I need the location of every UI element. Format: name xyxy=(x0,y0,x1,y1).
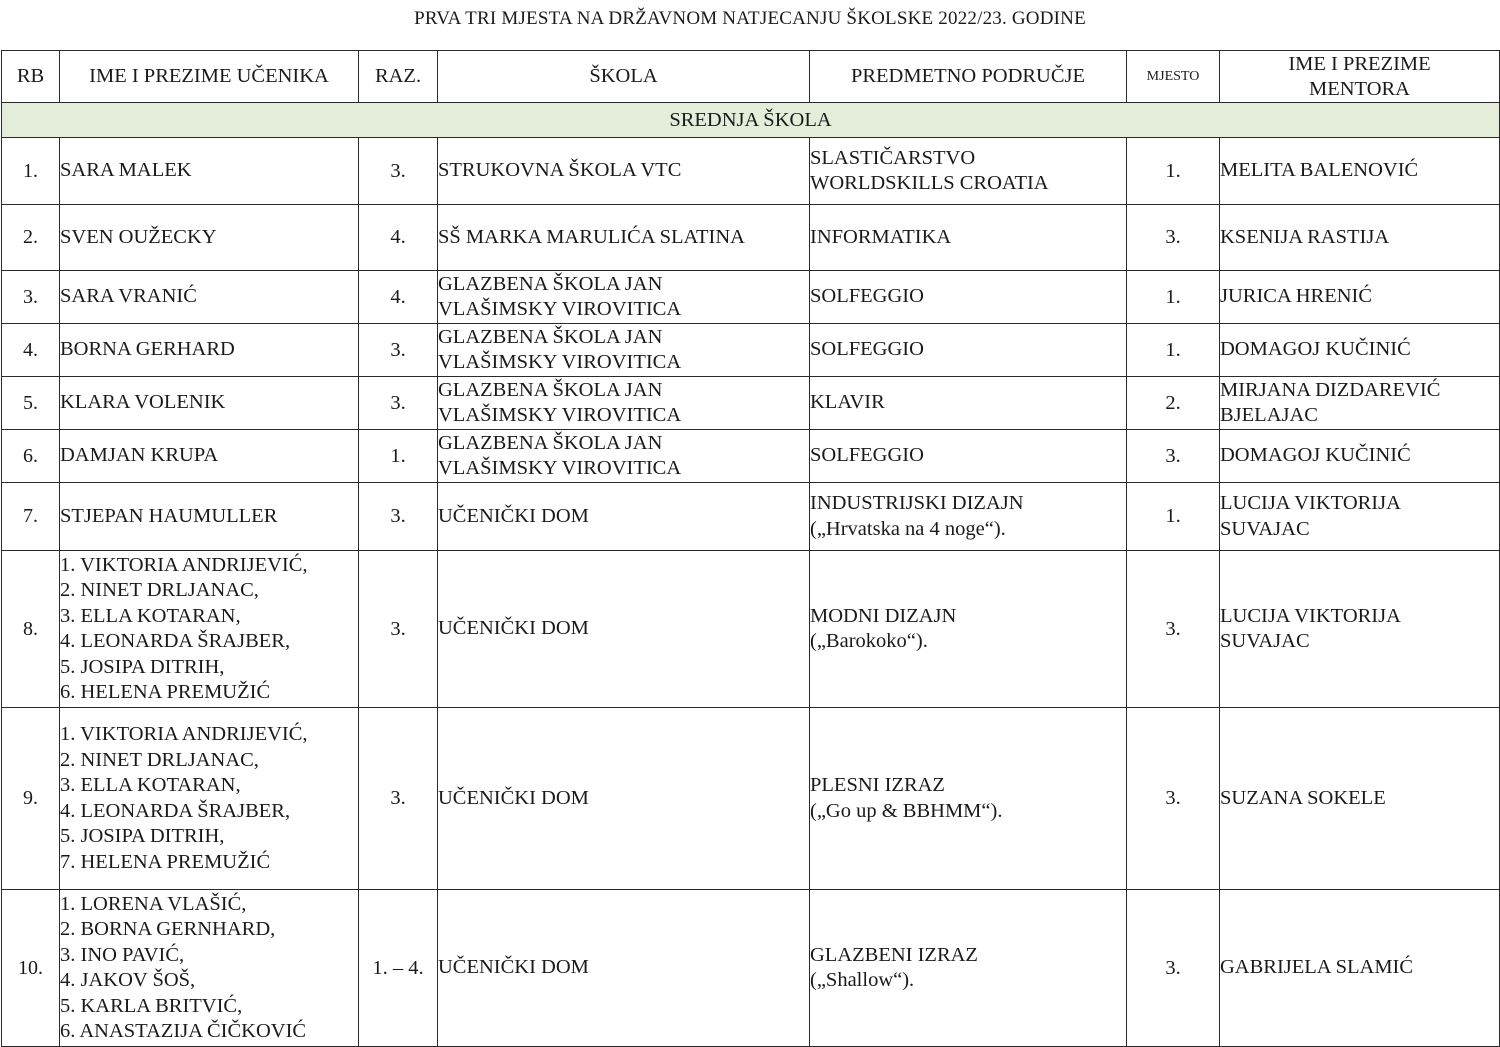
row-number: 2. xyxy=(2,205,60,271)
mentor-line: SUVAJAC xyxy=(1220,630,1310,652)
grade: 1. xyxy=(359,430,438,483)
subject-area xyxy=(810,430,1127,483)
student-names xyxy=(60,551,359,708)
subject-line: INDUSTRIJSKI DIZAJN xyxy=(810,492,1024,514)
student-name: 4. LEONARDA ŠRAJBER, xyxy=(60,630,291,652)
school xyxy=(438,324,810,377)
student-name: STJEPAN HAUMULLER xyxy=(60,504,278,527)
place: 3. xyxy=(1127,430,1220,483)
subject-area xyxy=(810,138,1127,205)
student-names xyxy=(60,205,359,271)
grade: 3. xyxy=(359,138,438,205)
header-mentor-line: IME I PREZIME xyxy=(1288,52,1431,75)
mentor-line: MELITA BALENOVIĆ xyxy=(1220,159,1419,182)
table-row xyxy=(2,708,1500,890)
student-name: 4. JAKOV ŠOŠ, xyxy=(60,969,196,991)
header-mentor xyxy=(1220,51,1500,103)
grade: 3. xyxy=(359,483,438,551)
student-names xyxy=(60,271,359,324)
student-name: SARA MALEK xyxy=(60,159,192,182)
school-line: VLAŠIMSKY VIROVITICA xyxy=(438,404,682,426)
mentor xyxy=(1220,377,1500,430)
student-name: KLARA VOLENIK xyxy=(60,391,226,414)
student-names xyxy=(60,890,359,1047)
grade: 3. xyxy=(359,324,438,377)
school xyxy=(438,271,810,324)
school-line: VLAŠIMSKY VIROVITICA xyxy=(438,298,682,320)
school xyxy=(438,890,810,1047)
table-row xyxy=(2,138,1500,205)
student-names xyxy=(60,430,359,483)
row-number: 9. xyxy=(2,708,60,890)
subject-area xyxy=(810,324,1127,377)
school xyxy=(438,708,810,890)
results-table xyxy=(1,50,1500,1047)
student-names xyxy=(60,483,359,551)
student-name: 1. VIKTORIA ANDRIJEVIĆ, xyxy=(60,723,308,745)
student-name: 3. ELLA KOTARAN, xyxy=(60,604,241,627)
row-number: 6. xyxy=(2,430,60,483)
mentor xyxy=(1220,324,1500,377)
mentor-line: SUZANA SOKELE xyxy=(1220,786,1386,809)
school xyxy=(438,377,810,430)
table-row xyxy=(2,377,1500,430)
school xyxy=(438,430,810,483)
subject-line: („Shallow“). xyxy=(810,969,915,991)
grade: 4. xyxy=(359,205,438,271)
student-name: 6. ANASTAZIJA ČIČKOVIĆ xyxy=(60,1020,307,1042)
row-number: 1. xyxy=(2,138,60,205)
mentor-line: BJELAJAC xyxy=(1220,404,1318,426)
place: 2. xyxy=(1127,377,1220,430)
student-name: 6. HELENA PREMUŽIĆ xyxy=(60,681,271,703)
student-name: 5. KARLA BRITVIĆ, xyxy=(60,994,243,1017)
section-row xyxy=(2,103,1500,138)
subject-line: SLASTIČARSTVO xyxy=(810,146,976,169)
section-label: SREDNJA ŠKOLA xyxy=(2,103,1500,138)
header-student-name: IME I PREZIME UČENIKA xyxy=(60,51,359,103)
table-body xyxy=(2,103,1500,1047)
mentor-line: DOMAGOJ KUČINIĆ xyxy=(1220,338,1411,361)
subject-line: MODNI DIZAJN xyxy=(810,604,957,627)
student-name: 3. ELLA KOTARAN, xyxy=(60,774,241,796)
place: 1. xyxy=(1127,324,1220,377)
school-line: GLAZBENA ŠKOLA JAN xyxy=(438,378,663,401)
subject-area xyxy=(810,483,1127,551)
school-line: GLAZBENA ŠKOLA JAN xyxy=(438,431,663,454)
mentor xyxy=(1220,551,1500,708)
mentor-line: DOMAGOJ KUČINIĆ xyxy=(1220,444,1411,467)
subject-line: GLAZBENI IZRAZ xyxy=(810,943,978,966)
table-row xyxy=(2,324,1500,377)
header-school: ŠKOLA xyxy=(438,51,810,103)
student-name: 1. LORENA VLAŠIĆ, xyxy=(60,892,247,915)
place: 3. xyxy=(1127,708,1220,890)
row-number: 3. xyxy=(2,271,60,324)
place: 1. xyxy=(1127,483,1220,551)
mentor xyxy=(1220,430,1500,483)
school-line: UČENIČKI DOM xyxy=(438,786,589,809)
row-number: 7. xyxy=(2,483,60,551)
row-number: 8. xyxy=(2,551,60,708)
place: 1. xyxy=(1127,271,1220,324)
header-subject-area: PREDMETNO PODRUČJE xyxy=(810,51,1127,103)
table-header xyxy=(2,51,1500,103)
row-number: 10. xyxy=(2,890,60,1047)
subject-line: PLESNI IZRAZ xyxy=(810,774,945,796)
grade: 1. – 4. xyxy=(359,890,438,1047)
subject-line: INFORMATIKA xyxy=(810,225,952,248)
subject-line: WORLDSKILLS CROATIA xyxy=(810,172,1049,194)
mentor xyxy=(1220,138,1500,205)
header-mentor-line: MENTORA xyxy=(1309,77,1410,100)
mentor xyxy=(1220,205,1500,271)
place: 3. xyxy=(1127,890,1220,1047)
mentor-line: SUVAJAC xyxy=(1220,517,1310,540)
place: 3. xyxy=(1127,551,1220,708)
school xyxy=(438,551,810,708)
mentor xyxy=(1220,890,1500,1047)
school-line: VLAŠIMSKY VIROVITICA xyxy=(438,351,682,373)
grade: 3. xyxy=(359,551,438,708)
grade: 3. xyxy=(359,377,438,430)
document-title: PRVA TRI MJESTA NA DRŽAVNOM NATJECANJU ŠKOLSKE 2022/23. GODINE xyxy=(414,8,1086,29)
row-number: 4. xyxy=(2,324,60,377)
school xyxy=(438,483,810,551)
header-grade: RAZ. xyxy=(359,51,438,103)
subject-line: SOLFEGGIO xyxy=(810,338,924,361)
student-name: 5. JOSIPA DITRIH, xyxy=(60,825,225,847)
place: 1. xyxy=(1127,138,1220,205)
student-names xyxy=(60,324,359,377)
school xyxy=(438,138,810,205)
subject-line: („Hrvatska na 4 noge“). xyxy=(810,517,1006,540)
student-name: BORNA GERHARD xyxy=(60,338,235,361)
student-name: 2. NINET DRLJANAC, xyxy=(60,579,259,601)
subject-area xyxy=(810,271,1127,324)
student-name: DAMJAN KRUPA xyxy=(60,444,219,467)
table-row xyxy=(2,890,1500,1047)
student-name: 2. BORNA GERNHARD, xyxy=(60,918,276,940)
header-rb: RB xyxy=(2,51,60,103)
mentor xyxy=(1220,708,1500,890)
mentor-line: JURICA HRENIĆ xyxy=(1220,285,1373,308)
mentor-line: LUCIJA VIKTORIJA xyxy=(1220,492,1401,514)
grade: 3. xyxy=(359,708,438,890)
mentor-line: MIRJANA DIZDAREVIĆ xyxy=(1220,378,1441,401)
subject-line: SOLFEGGIO xyxy=(810,285,924,308)
student-name: 2. NINET DRLJANAC, xyxy=(60,748,259,771)
student-names xyxy=(60,708,359,890)
school-line: UČENIČKI DOM xyxy=(438,504,589,527)
subject-line: („Barokoko“). xyxy=(810,630,928,652)
student-name: 4. LEONARDA ŠRAJBER, xyxy=(60,799,291,822)
place: 3. xyxy=(1127,205,1220,271)
mentor-line: GABRIJELA SLAMIĆ xyxy=(1220,956,1414,979)
student-name: 1. VIKTORIA ANDRIJEVIĆ, xyxy=(60,553,308,576)
table-row xyxy=(2,271,1500,324)
school-line: VLAŠIMSKY VIROVITICA xyxy=(438,457,682,479)
school-line: GLAZBENA ŠKOLA JAN xyxy=(438,325,663,348)
subject-area xyxy=(810,205,1127,271)
school xyxy=(438,205,810,271)
subject-line: SOLFEGGIO xyxy=(810,444,924,467)
subject-area xyxy=(810,890,1127,1047)
student-name: 7. HELENA PREMUŽIĆ xyxy=(60,850,271,873)
mentor xyxy=(1220,271,1500,324)
school-line: SŠ MARKA MARULIĆA SLATINA xyxy=(438,225,745,248)
subject-area xyxy=(810,708,1127,890)
grade: 4. xyxy=(359,271,438,324)
school-line: GLAZBENA ŠKOLA JAN xyxy=(438,272,663,295)
student-name: 3. INO PAVIĆ, xyxy=(60,943,185,966)
header-place: MJESTO xyxy=(1127,51,1220,103)
student-names xyxy=(60,377,359,430)
student-name: SARA VRANIĆ xyxy=(60,285,197,308)
student-name: SVEN OUŽECKY xyxy=(60,225,217,248)
table-row xyxy=(2,483,1500,551)
student-name: 5. JOSIPA DITRIH, xyxy=(60,655,225,678)
row-number: 5. xyxy=(2,377,60,430)
mentor-line: KSENIJA RASTIJA xyxy=(1220,225,1390,248)
school-line: UČENIČKI DOM xyxy=(438,956,589,979)
table-row xyxy=(2,430,1500,483)
subject-line: KLAVIR xyxy=(810,391,885,414)
table-row xyxy=(2,205,1500,271)
school-line: UČENIČKI DOM xyxy=(438,617,589,640)
subject-line: („Go up & BBHMM“). xyxy=(810,799,1003,822)
subject-area xyxy=(810,551,1127,708)
student-names xyxy=(60,138,359,205)
mentor xyxy=(1220,483,1500,551)
school-line: STRUKOVNA ŠKOLA VTC xyxy=(438,159,682,182)
table-row xyxy=(2,551,1500,708)
subject-area xyxy=(810,377,1127,430)
mentor-line: LUCIJA VIKTORIJA xyxy=(1220,604,1401,627)
